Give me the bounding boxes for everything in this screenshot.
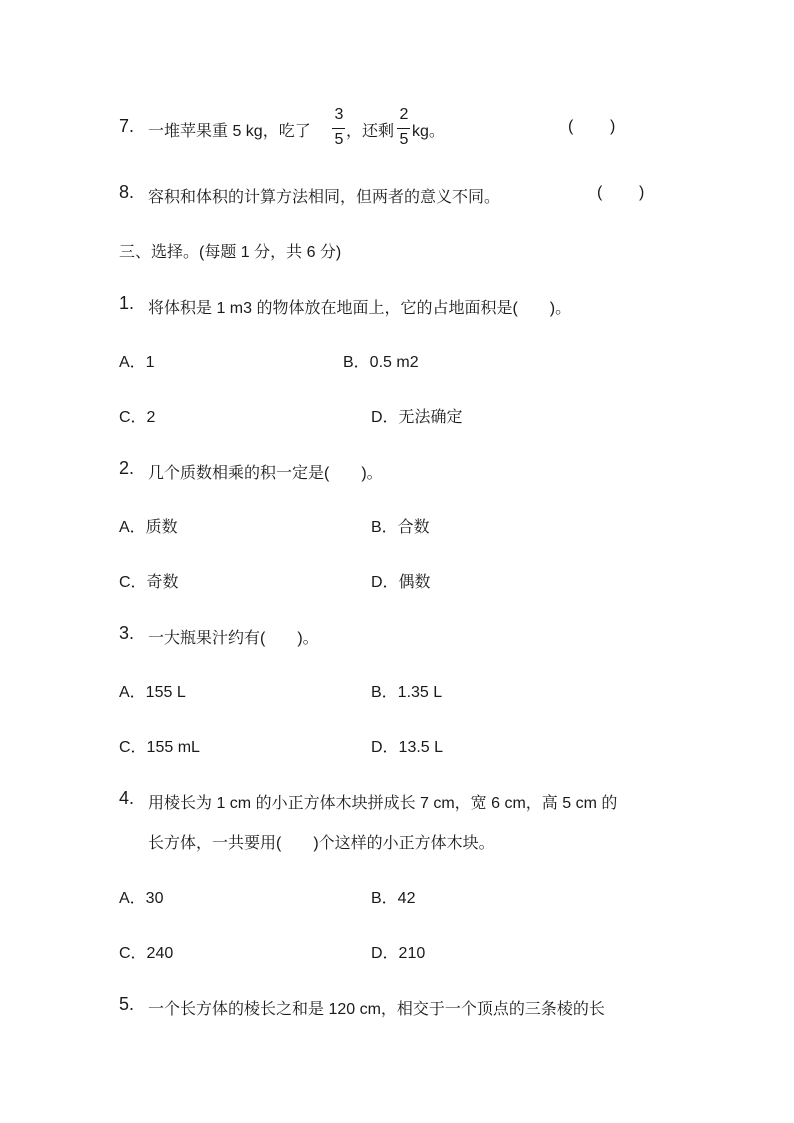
answer-paren-close-8: ) <box>639 184 645 201</box>
question-7-text-mid: ，还剩 <box>346 123 395 140</box>
fraction-1-bar <box>332 128 345 129</box>
answer-paren-close-7: ) <box>610 118 616 135</box>
fraction-1-numerator: 3 <box>334 106 344 123</box>
choice-question-1-number: 1. <box>119 293 135 313</box>
option-4-b: B．42 <box>371 890 416 907</box>
option-1-b: B．0.5 m2 <box>343 354 419 371</box>
choice-question-3-text: 一大瓶果汁约有( )。 <box>148 630 319 647</box>
choice-question-5-number: 5. <box>119 994 135 1014</box>
choice-question-4-text-line2: 长方体，一共要用( )个这样的小正方体木块。 <box>148 835 495 852</box>
option-1-a: A．1 <box>119 354 155 371</box>
option-2-a: A．质数 <box>119 519 178 536</box>
option-2-b: B．合数 <box>371 519 430 536</box>
fraction-2-bar <box>397 128 410 129</box>
question-7-text-after: kg。 <box>412 123 445 140</box>
answer-paren-open-7: ( <box>568 118 574 135</box>
option-4-d: D．210 <box>371 945 426 962</box>
choice-question-5-text: 一个长方体的棱长之和是 120 cm，相交于一个顶点的三条棱的长 <box>148 1001 605 1018</box>
option-3-a: A．155 L <box>119 684 186 701</box>
choice-question-1-text: 将体积是 1 m3 的物体放在地面上，它的占地面积是( )。 <box>148 300 572 317</box>
option-3-d: D．13.5 L <box>371 739 444 756</box>
option-3-c: C．155 mL <box>119 739 200 756</box>
option-2-c: C．奇数 <box>119 574 179 591</box>
fraction-1-denominator: 5 <box>334 131 344 148</box>
question-8-number: 8. <box>119 182 135 202</box>
question-8-text: 容积和体积的计算方法相同，但两者的意义不同。 <box>148 189 501 206</box>
choice-question-4-number: 4. <box>119 788 135 808</box>
option-4-c: C．240 <box>119 945 174 962</box>
fraction-2-numerator: 2 <box>399 106 409 123</box>
answer-paren-open-8: ( <box>597 184 603 201</box>
option-3-b: B．1.35 L <box>371 684 443 701</box>
choice-question-3-number: 3. <box>119 623 135 643</box>
question-7-number: 7. <box>119 116 135 136</box>
choice-question-2-text: 几个质数相乘的积一定是( )。 <box>148 465 383 482</box>
option-4-a: A．30 <box>119 890 164 907</box>
fraction-2-denominator: 5 <box>399 131 409 148</box>
option-1-d: D．无法确定 <box>371 409 463 426</box>
section-3-title: 三、选择。(每题 1 分，共 6 分) <box>119 244 342 261</box>
question-7-text-before: 一堆苹果重 5 kg，吃了 <box>148 123 311 140</box>
option-2-d: D．偶数 <box>371 574 431 591</box>
choice-question-4-text: 用棱长为 1 cm 的小正方体木块拼成长 7 cm，宽 6 cm，高 5 cm 的 <box>148 795 618 812</box>
choice-question-2-number: 2. <box>119 458 135 478</box>
option-1-c: C．2 <box>119 409 156 426</box>
